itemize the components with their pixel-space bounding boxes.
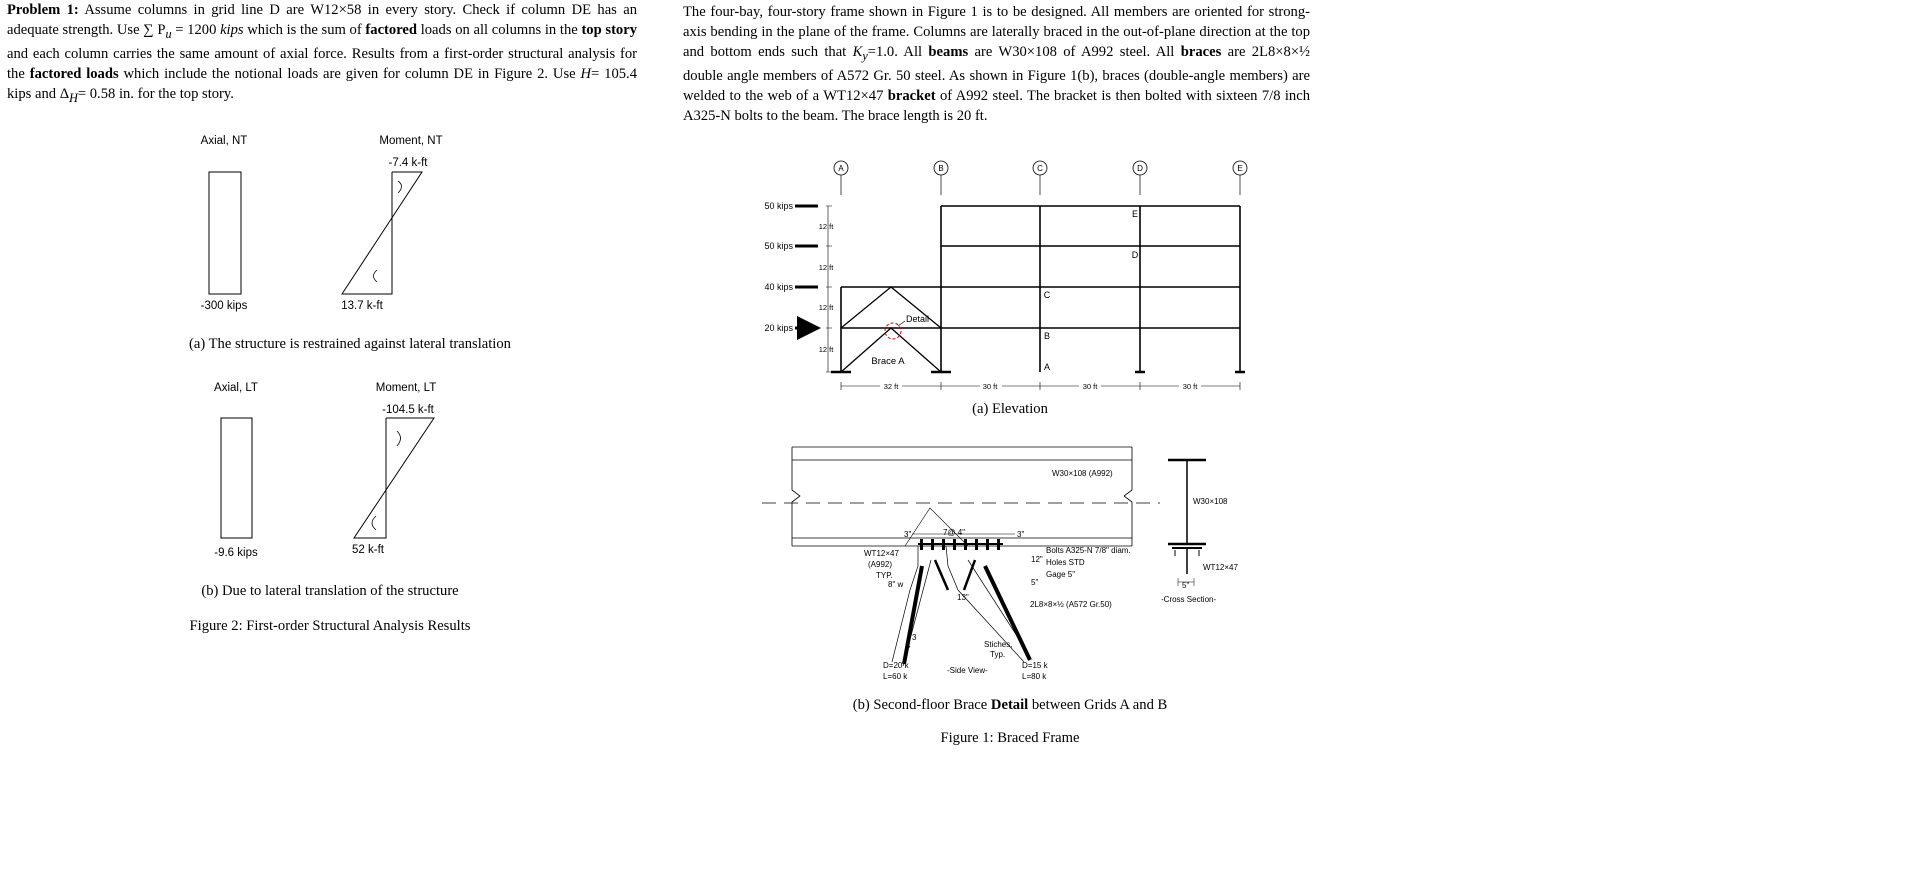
cs-dim-label: 5" — [1182, 581, 1190, 590]
load-floor2: 20 kips — [764, 323, 793, 333]
lt-axial-diagram — [221, 418, 252, 538]
bold-factored: factored — [365, 22, 418, 38]
left-load-D: D=20 k — [883, 661, 909, 670]
bold-top-story: top story — [581, 22, 638, 38]
bay-width-bc: 30 ft — [982, 382, 998, 391]
bay-width-cd: 30 ft — [1082, 382, 1098, 391]
bolts-label-2: Holes STD — [1046, 558, 1085, 567]
bolt-row — [918, 539, 1003, 550]
math-K-sub: y — [862, 48, 868, 63]
story-height-2: 12 ft — [818, 303, 834, 312]
bracket-label-2: (A992) — [868, 560, 893, 569]
lt-axial-value: -9.6 kips — [214, 547, 258, 559]
story-height-1: 12 ft — [818, 345, 834, 354]
dim-3-left: 3" — [904, 530, 912, 539]
nt-axial-value: -300 kips — [200, 300, 248, 312]
grid-label-a: A — [838, 164, 844, 173]
lt-moment-title: Moment, LT — [375, 382, 437, 394]
right-load-D: D=15 k — [1022, 661, 1048, 670]
beam-side — [762, 447, 1160, 666]
lt-axial-title: Axial, LT — [214, 382, 258, 394]
problem-text: loads on all columns in the — [417, 22, 582, 38]
figure1-elevation — [764, 161, 1247, 391]
problem-text: = 0.58 in. for the top story. — [77, 85, 234, 102]
left-load-L: L=60 k — [883, 672, 908, 681]
load-arrows — [795, 206, 818, 328]
frame-members — [841, 206, 1240, 372]
stiches-2: Typ. — [990, 650, 1006, 659]
problem-text: and each column carries the same amount of axial force. Results from a first-order structural analysis for the — [7, 45, 637, 82]
grid-label-d: D — [1137, 164, 1143, 173]
problem-text: which is the sum of — [243, 22, 366, 38]
weld-label: 8" w — [888, 580, 904, 589]
story-height-3: 12 ft — [818, 263, 834, 272]
dim-7at4: 7@ 4" — [942, 528, 966, 537]
figure2 — [201, 135, 443, 559]
cross-section-label: -Cross Section- — [1161, 595, 1217, 604]
lt-moment-arc-top — [397, 431, 401, 446]
grid-label-e: E — [1237, 164, 1243, 173]
grid-label-c: C — [1037, 164, 1043, 173]
bolt-plate — [918, 543, 1003, 545]
bracket-label-1: WT12×47 — [864, 549, 899, 558]
dim-3-right: 3" — [1017, 530, 1025, 539]
bold-beams: beams — [928, 44, 969, 60]
caption-b-pre: (b) Second-floor Brace — [852, 697, 991, 713]
bolts-label-1: Bolts A325-N 7/8" diam. — [1046, 546, 1131, 555]
nt-axial-diagram — [209, 172, 241, 294]
right-load-L: L=80 k — [1022, 672, 1047, 681]
description-text: are 2L8×8×½ double angle members of A572 Gr. 50 steel. As shown in Figure 1(b), braces (double-angle members) are welded to the web of a WT12×47 — [683, 44, 1310, 104]
beam-break-left — [792, 447, 800, 546]
lateral-loads — [764, 201, 818, 333]
description-text: are W30×108 of A992 steel. All — [968, 44, 1181, 60]
figure2-caption: Figure 2: First-order Structural Analysis Results — [189, 618, 471, 634]
brace-a-label: Brace A — [871, 356, 905, 367]
math-H: H — [580, 65, 592, 82]
node-label-a: A — [1043, 362, 1051, 372]
nt-axial-title: Axial, NT — [200, 135, 248, 147]
bolts-label-3: Gage 5" — [1046, 570, 1076, 579]
grid-lines — [841, 175, 1240, 195]
description-text: of A992 steel. The bracket is then bolted with sixteen 7/8 inch A325-N bolts to the beam. The brace length is 20 ft. — [683, 87, 1311, 124]
math-K: K — [852, 44, 863, 60]
bay-width-de: 30 ft — [1182, 382, 1198, 391]
load-floor4: 50 kips — [764, 241, 793, 251]
problem-text: = 105.4 kips and Δ — [7, 65, 637, 102]
grid-bubbles — [834, 161, 1247, 195]
dim-13: 13" — [957, 593, 969, 602]
story-heights — [819, 206, 835, 372]
math-delta-sub: H — [69, 90, 78, 105]
figure1-caption: Figure 1: Braced Frame — [940, 730, 1080, 746]
nt-moment-top: -7.4 k-ft — [388, 157, 428, 169]
bracket-typ: TYP. — [876, 571, 893, 580]
lt-moment-diagram — [354, 418, 434, 538]
nt-moment-arc-top — [398, 181, 402, 193]
math-sub: u — [165, 26, 172, 41]
problem-label: Problem 1: — [7, 2, 79, 18]
bold-bracket: bracket — [887, 87, 936, 104]
description-text: =1.0. All — [867, 44, 929, 60]
load-floor3: 40 kips — [764, 282, 793, 292]
nt-moment-diagram — [342, 172, 422, 294]
figure1-caption-a: (a) Elevation — [972, 401, 1048, 417]
grid-label-b: B — [938, 164, 944, 173]
caption-b-bold: Detail — [990, 697, 1029, 713]
stiches-1: Stiches, — [984, 640, 1013, 649]
angles-label: 2L8×8×½ (A572 Gr.50) — [1030, 600, 1112, 609]
problem-text: which include the notional loads are given for column DE in Figure 2. Use — [118, 65, 581, 82]
lt-moment-bottom: 52 k-ft — [352, 544, 384, 556]
nt-moment-arc-bottom — [374, 270, 378, 282]
dim-12: 12" — [1031, 555, 1043, 564]
bold-factored-loads: factored loads — [29, 65, 119, 82]
bay-width-ab: 32 ft — [883, 382, 899, 391]
lt-moment-top: -104.5 k-ft — [382, 404, 434, 416]
load-roof: 50 kips — [764, 201, 793, 211]
figure1-detail — [762, 447, 1238, 681]
detail-leader — [898, 321, 905, 326]
side-view-label: -Side View- — [947, 666, 988, 675]
story-height-4: 12 ft — [818, 222, 834, 231]
node-label-d: D — [1131, 250, 1139, 260]
nt-moment-title: Moment, NT — [379, 135, 443, 147]
beam-break-right — [1124, 447, 1132, 546]
bold-braces: braces — [1180, 44, 1222, 60]
caption-b-post: between Grids A and B — [1028, 697, 1168, 713]
slope-4: 4 — [906, 641, 911, 650]
math-sum: ∑ P — [143, 22, 166, 38]
math-kips: kips — [220, 22, 244, 38]
detail-label: Detail — [906, 314, 930, 324]
brace-ends — [935, 560, 975, 590]
cs-wt-label: WT12×47 — [1203, 563, 1238, 572]
math-eq: = 1200 — [171, 22, 221, 38]
dim-5: 5" — [1031, 578, 1039, 587]
bay-widths — [841, 381, 1240, 391]
figure2-caption-a: (a) The structure is restrained against lateral translation — [189, 336, 511, 352]
node-label-c: C — [1043, 290, 1051, 300]
node-label-e: E — [1131, 209, 1139, 219]
nt-moment-bottom: 13.7 k-ft — [341, 300, 383, 312]
description-text: The four-bay, four-story frame shown in Figure 1 is to be designed. All members are oriented for strong-axis bending in the plane of the frame. Columns are laterally braced in the out-of-plane direction at the top and bottom ends such that — [683, 4, 1310, 60]
figure2-caption-b: (b) Due to lateral translation of the structure — [201, 583, 459, 599]
lt-moment-arc-bottom — [372, 516, 376, 530]
node-label-b: B — [1043, 331, 1051, 341]
cross-section — [1168, 460, 1206, 586]
cs-beam-label: W30×108 — [1193, 497, 1228, 506]
slope-3: 3 — [912, 633, 917, 642]
wt-outline — [905, 508, 968, 546]
problem-text: Assume columns in grid line D are W12×58 in every story. Check if column DE has an adequate strength. Use — [7, 2, 637, 38]
beam-label: W30×108 (A992) — [1052, 469, 1113, 478]
